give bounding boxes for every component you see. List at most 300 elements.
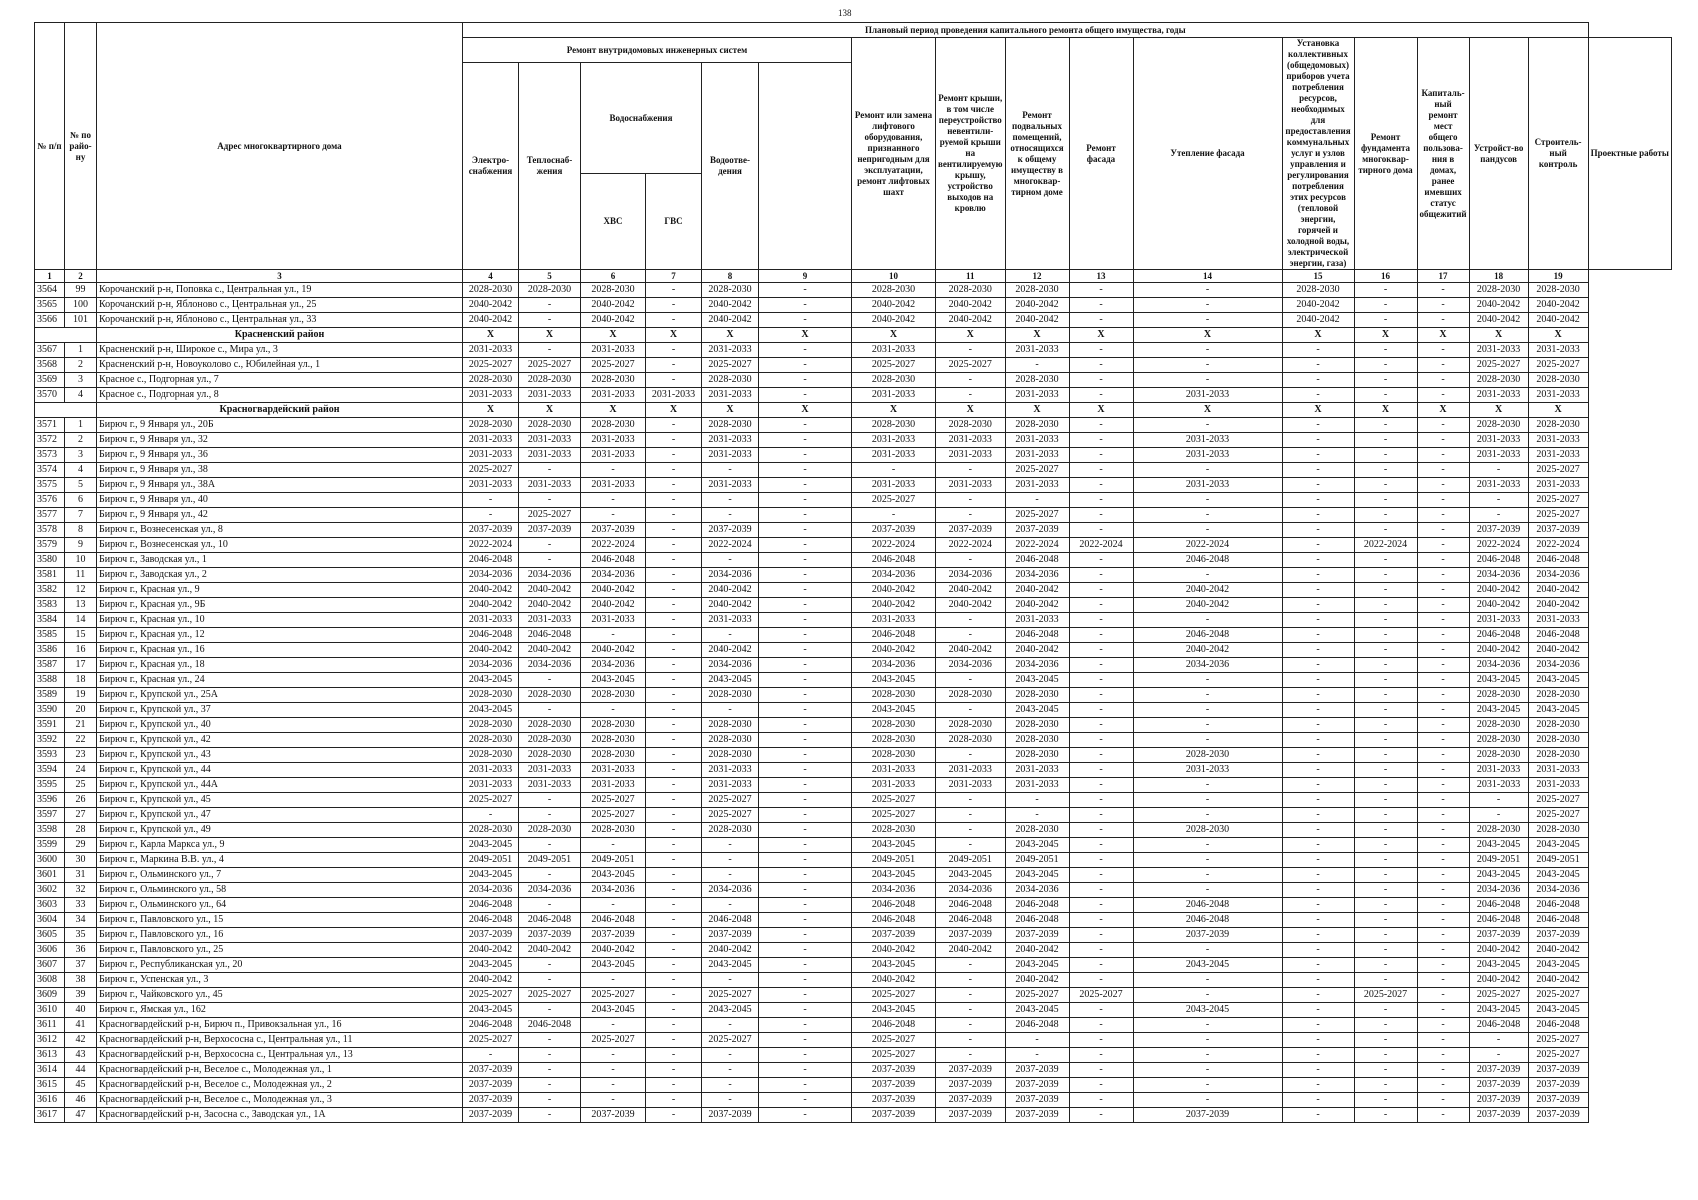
- period-cell: 2046-2048: [1005, 913, 1069, 928]
- column-number: 13: [1069, 270, 1133, 283]
- period-cell: 2043-2045: [852, 838, 936, 853]
- period-cell: 2031-2033: [581, 448, 646, 463]
- period-cell: 2040-2042: [852, 973, 936, 988]
- period-cell: 2046-2048: [1469, 553, 1528, 568]
- period-cell: -: [1417, 958, 1469, 973]
- address-cell: Бирюч г., Красная ул., 16: [97, 643, 463, 658]
- period-cell: 2046-2048: [1133, 628, 1282, 643]
- period-cell: -: [1282, 703, 1354, 718]
- table-row: [35, 373, 1672, 388]
- address-cell: Бирюч г., 9 Января ул., 38А: [97, 478, 463, 493]
- table-row: [35, 418, 1672, 433]
- header-facade: Ремонт фасада: [1069, 38, 1133, 270]
- period-cell: 2034-2036: [702, 883, 759, 898]
- period-cell: -: [646, 703, 702, 718]
- period-cell: 2040-2042: [936, 598, 1006, 613]
- period-cell: 2031-2033: [646, 388, 702, 403]
- period-cell: -: [702, 838, 759, 853]
- period-cell: 2046-2048: [702, 913, 759, 928]
- period-cell: -: [519, 553, 581, 568]
- period-cell: -: [936, 958, 1006, 973]
- table-row: [35, 673, 1672, 688]
- period-cell: -: [1133, 298, 1282, 313]
- row-number-cell: 3617: [35, 1108, 65, 1123]
- period-cell: -: [1133, 673, 1282, 688]
- period-cell: 2043-2045: [1005, 958, 1069, 973]
- period-cell: -: [1417, 718, 1469, 733]
- period-cell: -: [1005, 1048, 1069, 1063]
- period-cell: 2037-2039: [936, 1063, 1006, 1078]
- address-cell: Бирюч г., 9 Января ул., 36: [97, 448, 463, 463]
- period-cell: 2028-2030: [1528, 688, 1588, 703]
- district-number-cell: 41: [65, 1018, 97, 1033]
- period-cell: -: [1069, 358, 1133, 373]
- period-cell: -: [936, 973, 1006, 988]
- period-cell: -: [1417, 493, 1469, 508]
- period-cell: -: [646, 973, 702, 988]
- row-number-cell: 3604: [35, 913, 65, 928]
- period-cell: -: [1469, 793, 1528, 808]
- period-cell: 2031-2033: [463, 613, 519, 628]
- column-number: 9: [759, 270, 852, 283]
- column-number: 1: [35, 270, 65, 283]
- period-cell: 2043-2045: [1528, 838, 1588, 853]
- period-cell: 2022-2024: [1469, 538, 1528, 553]
- period-cell: -: [581, 628, 646, 643]
- column-number: 5: [519, 270, 581, 283]
- period-cell: 2034-2036: [1005, 658, 1069, 673]
- period-cell: 2028-2030: [1005, 418, 1069, 433]
- period-cell: 2028-2030: [936, 688, 1006, 703]
- period-cell: 2040-2042: [1005, 313, 1069, 328]
- period-cell: -: [1417, 643, 1469, 658]
- period-cell: -: [1005, 808, 1069, 823]
- period-cell: -: [1417, 673, 1469, 688]
- period-cell: 2034-2036: [463, 883, 519, 898]
- address-cell: Бирюч г., Ольминского ул., 64: [97, 898, 463, 913]
- period-cell: -: [1282, 673, 1354, 688]
- period-cell: -: [1354, 388, 1417, 403]
- period-cell: 2031-2033: [702, 448, 759, 463]
- period-cell: 2031-2033: [702, 433, 759, 448]
- period-cell: 2028-2030: [1005, 823, 1069, 838]
- period-cell: 2031-2033: [936, 763, 1006, 778]
- table-row: [35, 523, 1672, 538]
- period-cell: -: [1417, 793, 1469, 808]
- period-cell: -: [1282, 1048, 1354, 1063]
- period-cell: 2040-2042: [463, 313, 519, 328]
- period-cell: 2031-2033: [1528, 448, 1588, 463]
- table-row: [35, 988, 1672, 1003]
- row-number-cell: 3609: [35, 988, 65, 1003]
- period-cell: 2040-2042: [702, 643, 759, 658]
- row-number-cell: 3610: [35, 1003, 65, 1018]
- period-cell: 2028-2030: [581, 823, 646, 838]
- address-cell: Бирюч г., Крупской ул., 49: [97, 823, 463, 838]
- column-number: 7: [646, 270, 702, 283]
- period-cell: 2040-2042: [936, 298, 1006, 313]
- period-cell: -: [1354, 883, 1417, 898]
- period-cell: 2028-2030: [1005, 688, 1069, 703]
- period-cell: 2022-2024: [1005, 538, 1069, 553]
- period-cell: 2031-2033: [581, 778, 646, 793]
- period-cell: -: [1354, 1048, 1417, 1063]
- period-cell: -: [1417, 1003, 1469, 1018]
- period-cell: -: [1417, 853, 1469, 868]
- period-cell: 2031-2033: [1469, 388, 1528, 403]
- period-cell: -: [1354, 823, 1417, 838]
- period-cell: 2022-2024: [581, 538, 646, 553]
- period-cell: -: [519, 298, 581, 313]
- column-number: 3: [97, 270, 463, 283]
- period-cell: 2043-2045: [936, 868, 1006, 883]
- period-cell: -: [1354, 373, 1417, 388]
- column-number: 15: [1282, 270, 1354, 283]
- district-x-mark: X: [852, 328, 936, 343]
- period-cell: -: [1069, 523, 1133, 538]
- period-cell: -: [1354, 1063, 1417, 1078]
- period-cell: -: [1282, 628, 1354, 643]
- period-cell: 2040-2042: [1469, 598, 1528, 613]
- period-cell: -: [1282, 748, 1354, 763]
- period-cell: 2043-2045: [852, 958, 936, 973]
- period-cell: -: [759, 1063, 852, 1078]
- period-cell: 2046-2048: [936, 898, 1006, 913]
- period-cell: 2022-2024: [852, 538, 936, 553]
- period-cell: 2028-2030: [702, 418, 759, 433]
- period-cell: 2040-2042: [1005, 583, 1069, 598]
- address-cell: Красногвардейский р-н, Верхососна с., Центральная ул., 11: [97, 1033, 463, 1048]
- period-cell: -: [1282, 358, 1354, 373]
- period-cell: 2043-2045: [581, 673, 646, 688]
- period-cell: -: [1282, 838, 1354, 853]
- period-cell: 2040-2042: [1469, 943, 1528, 958]
- period-cell: -: [936, 988, 1006, 1003]
- period-cell: -: [646, 538, 702, 553]
- period-cell: -: [936, 373, 1006, 388]
- period-cell: 2043-2045: [463, 868, 519, 883]
- period-cell: -: [1282, 1108, 1354, 1123]
- period-cell: 2025-2027: [1528, 463, 1588, 478]
- period-cell: 2031-2033: [1133, 448, 1282, 463]
- row-number-cell: 3592: [35, 733, 65, 748]
- period-cell: 2037-2039: [852, 1078, 936, 1093]
- address-cell: Бирюч г., Павловского ул., 15: [97, 913, 463, 928]
- period-cell: -: [1133, 463, 1282, 478]
- period-cell: 2028-2030: [852, 748, 936, 763]
- period-cell: -: [1133, 568, 1282, 583]
- period-cell: 2049-2051: [463, 853, 519, 868]
- period-cell: -: [1354, 913, 1417, 928]
- period-cell: 2037-2039: [702, 928, 759, 943]
- header-meters: Установка коллективных (общедомовых) приборов учета потребления ресурсов, необходимых для предоставления коммунальных услуг и узлов управления и регулирования потребления этих ресурсов (тепловой энергии, горячей и холодной воды, электрической энергии, газа): [1282, 38, 1354, 270]
- row-number-cell: 3593: [35, 748, 65, 763]
- period-cell: -: [759, 433, 852, 448]
- period-cell: 2040-2042: [581, 643, 646, 658]
- district-x-mark: X: [1469, 328, 1528, 343]
- period-cell: -: [646, 628, 702, 643]
- period-cell: -: [646, 583, 702, 598]
- address-cell: Красногвардейский р-н, Веселое с., Молодежная ул., 1: [97, 1063, 463, 1078]
- period-cell: -: [1354, 343, 1417, 358]
- period-cell: 2022-2024: [463, 538, 519, 553]
- period-cell: -: [1417, 748, 1469, 763]
- period-cell: -: [1069, 373, 1133, 388]
- row-number-cell: 3591: [35, 718, 65, 733]
- period-cell: 2031-2033: [581, 478, 646, 493]
- header-district-number: № по райо-ну: [65, 23, 97, 270]
- period-cell: -: [1133, 943, 1282, 958]
- row-number-cell: 3601: [35, 868, 65, 883]
- period-cell: -: [759, 553, 852, 568]
- row-number-cell: 3588: [35, 673, 65, 688]
- district-number-cell: 13: [65, 598, 97, 613]
- period-cell: -: [702, 508, 759, 523]
- period-cell: -: [759, 343, 852, 358]
- period-cell: -: [581, 493, 646, 508]
- period-cell: 2031-2033: [463, 388, 519, 403]
- period-cell: 2037-2039: [1005, 1108, 1069, 1123]
- period-cell: 2028-2030: [581, 718, 646, 733]
- period-cell: 2028-2030: [852, 373, 936, 388]
- period-cell: 2025-2027: [1528, 508, 1588, 523]
- district-x-mark: X: [852, 403, 936, 418]
- period-cell: -: [1133, 508, 1282, 523]
- header-construction-control: Строитель-ный контроль: [1528, 38, 1588, 270]
- period-cell: -: [1069, 1048, 1133, 1063]
- period-cell: 2037-2039: [702, 523, 759, 538]
- column-number: 12: [1005, 270, 1069, 283]
- period-cell: -: [1469, 808, 1528, 823]
- period-cell: 2031-2033: [1469, 448, 1528, 463]
- period-cell: 2043-2045: [581, 868, 646, 883]
- period-cell: -: [1354, 838, 1417, 853]
- period-cell: 2028-2030: [581, 373, 646, 388]
- period-cell: 2031-2033: [581, 763, 646, 778]
- district-x-mark: X: [1133, 328, 1282, 343]
- period-cell: 2049-2051: [1005, 853, 1069, 868]
- period-cell: 2046-2048: [581, 553, 646, 568]
- period-cell: 2034-2036: [581, 568, 646, 583]
- period-cell: 2028-2030: [702, 823, 759, 838]
- period-cell: -: [759, 583, 852, 598]
- period-cell: 2049-2051: [519, 853, 581, 868]
- table-row: [35, 718, 1672, 733]
- period-cell: 2040-2042: [702, 583, 759, 598]
- period-cell: 2037-2039: [1469, 523, 1528, 538]
- period-cell: -: [519, 958, 581, 973]
- address-cell: Бирюч г., 9 Января ул., 40: [97, 493, 463, 508]
- period-cell: 2031-2033: [519, 478, 581, 493]
- header-insulation: Утепление фасада: [1133, 38, 1282, 270]
- period-cell: -: [1133, 778, 1282, 793]
- period-cell: -: [1354, 508, 1417, 523]
- period-cell: -: [1069, 388, 1133, 403]
- period-cell: 2040-2042: [1469, 583, 1528, 598]
- period-cell: -: [1417, 898, 1469, 913]
- period-cell: -: [1133, 808, 1282, 823]
- district-name: Красненский район: [97, 328, 463, 343]
- period-cell: -: [646, 733, 702, 748]
- period-cell: 2046-2048: [1005, 1018, 1069, 1033]
- row-number-cell: 3607: [35, 958, 65, 973]
- period-cell: 2046-2048: [519, 628, 581, 643]
- period-cell: -: [759, 733, 852, 748]
- period-cell: 2028-2030: [581, 748, 646, 763]
- district-number-cell: 2: [65, 358, 97, 373]
- period-cell: 2028-2030: [702, 373, 759, 388]
- period-cell: -: [759, 1093, 852, 1108]
- table-row: [35, 1018, 1672, 1033]
- period-cell: -: [936, 613, 1006, 628]
- period-cell: 2043-2045: [581, 1003, 646, 1018]
- period-cell: -: [759, 838, 852, 853]
- period-cell: 2043-2045: [1005, 838, 1069, 853]
- period-cell: -: [1354, 418, 1417, 433]
- period-cell: -: [1069, 463, 1133, 478]
- period-cell: -: [646, 943, 702, 958]
- period-cell: -: [936, 1048, 1006, 1063]
- period-cell: 2037-2039: [936, 1078, 1006, 1093]
- period-cell: 2037-2039: [852, 1108, 936, 1123]
- period-cell: -: [463, 1048, 519, 1063]
- district-x-mark: X: [702, 328, 759, 343]
- period-cell: 2040-2042: [1005, 298, 1069, 313]
- period-cell: -: [759, 508, 852, 523]
- period-cell: -: [1069, 778, 1133, 793]
- period-cell: 2037-2039: [463, 1093, 519, 1108]
- period-cell: 2028-2030: [519, 718, 581, 733]
- address-cell: Красногвардейский р-н, Веселое с., Молодежная ул., 3: [97, 1093, 463, 1108]
- period-cell: 2040-2042: [702, 313, 759, 328]
- period-cell: -: [1354, 718, 1417, 733]
- period-cell: 2031-2033: [1133, 388, 1282, 403]
- period-cell: -: [1354, 478, 1417, 493]
- period-cell: -: [1282, 538, 1354, 553]
- row-number-cell: 3582: [35, 583, 65, 598]
- period-cell: -: [646, 898, 702, 913]
- period-cell: 2037-2039: [1133, 928, 1282, 943]
- district-number-cell: 16: [65, 643, 97, 658]
- period-cell: -: [519, 838, 581, 853]
- period-cell: -: [1354, 283, 1417, 298]
- period-cell: 2040-2042: [702, 598, 759, 613]
- period-cell: -: [852, 508, 936, 523]
- table-row: [35, 1003, 1672, 1018]
- period-cell: -: [702, 493, 759, 508]
- period-cell: -: [936, 1018, 1006, 1033]
- district-number-cell: 38: [65, 973, 97, 988]
- district-number-cell: 42: [65, 1033, 97, 1048]
- period-cell: -: [1133, 853, 1282, 868]
- period-cell: -: [1417, 568, 1469, 583]
- table-row: [35, 703, 1672, 718]
- period-cell: 2031-2033: [1005, 778, 1069, 793]
- period-cell: -: [1133, 418, 1282, 433]
- row-number-cell: 3615: [35, 1078, 65, 1093]
- table-header: [35, 23, 1672, 283]
- period-cell: 2037-2039: [1005, 928, 1069, 943]
- address-cell: Бирюч г., Крупской ул., 47: [97, 808, 463, 823]
- period-cell: 2028-2030: [519, 418, 581, 433]
- period-cell: -: [519, 973, 581, 988]
- period-cell: 2031-2033: [1469, 478, 1528, 493]
- period-cell: 2046-2048: [1005, 553, 1069, 568]
- period-cell: 2040-2042: [1469, 298, 1528, 313]
- table-row: [35, 478, 1672, 493]
- period-cell: -: [646, 1018, 702, 1033]
- period-cell: -: [646, 613, 702, 628]
- address-cell: Красногвардейский р-н, Засосна с., Заводская ул., 1А: [97, 1108, 463, 1123]
- district-number-cell: 40: [65, 1003, 97, 1018]
- period-cell: -: [759, 388, 852, 403]
- period-cell: 2028-2030: [519, 733, 581, 748]
- period-cell: 2040-2042: [702, 943, 759, 958]
- period-cell: -: [936, 1033, 1006, 1048]
- period-cell: 2040-2042: [519, 583, 581, 598]
- period-cell: 2046-2048: [852, 913, 936, 928]
- period-cell: 2034-2036: [1528, 658, 1588, 673]
- table-row: [35, 298, 1672, 313]
- period-cell: 2025-2027: [1469, 358, 1528, 373]
- address-cell: Бирюч г., Красная ул., 9: [97, 583, 463, 598]
- row-number-cell: 3597: [35, 808, 65, 823]
- column-number: 6: [581, 270, 646, 283]
- period-cell: -: [1133, 283, 1282, 298]
- period-cell: -: [1354, 493, 1417, 508]
- period-cell: -: [1133, 973, 1282, 988]
- period-cell: -: [646, 1078, 702, 1093]
- period-cell: -: [1069, 763, 1133, 778]
- row-number-cell: 3586: [35, 643, 65, 658]
- period-cell: 2040-2042: [1469, 643, 1528, 658]
- period-cell: -: [702, 628, 759, 643]
- table-row: [35, 283, 1672, 298]
- district-number-cell: 36: [65, 943, 97, 958]
- period-cell: 2031-2033: [581, 343, 646, 358]
- period-cell: 2040-2042: [852, 943, 936, 958]
- period-cell: 2028-2030: [463, 748, 519, 763]
- address-cell: Бирюч г., 9 Января ул., 38: [97, 463, 463, 478]
- period-cell: 2037-2039: [1469, 1093, 1528, 1108]
- period-cell: 2031-2033: [1469, 613, 1528, 628]
- period-cell: -: [1069, 448, 1133, 463]
- district-number-cell: 4: [65, 463, 97, 478]
- district-number-cell: 3: [65, 448, 97, 463]
- period-cell: 2025-2027: [852, 988, 936, 1003]
- table-body: [35, 283, 1672, 1123]
- period-cell: 2022-2024: [936, 538, 1006, 553]
- period-cell: -: [1069, 748, 1133, 763]
- period-cell: -: [646, 298, 702, 313]
- period-cell: -: [1469, 1033, 1528, 1048]
- district-x-mark: X: [1417, 328, 1469, 343]
- period-cell: 2025-2027: [1069, 988, 1133, 1003]
- period-cell: -: [1282, 583, 1354, 598]
- period-cell: 2031-2033: [1528, 778, 1588, 793]
- row-number-cell: 3595: [35, 778, 65, 793]
- period-cell: -: [1069, 883, 1133, 898]
- period-cell: -: [1354, 568, 1417, 583]
- period-cell: -: [1282, 823, 1354, 838]
- period-cell: -: [646, 1048, 702, 1063]
- district-number-cell: 26: [65, 793, 97, 808]
- period-cell: -: [463, 808, 519, 823]
- table-row: [35, 1063, 1672, 1078]
- period-cell: -: [463, 493, 519, 508]
- district-number-cell: 99: [65, 283, 97, 298]
- period-cell: -: [1354, 1093, 1417, 1108]
